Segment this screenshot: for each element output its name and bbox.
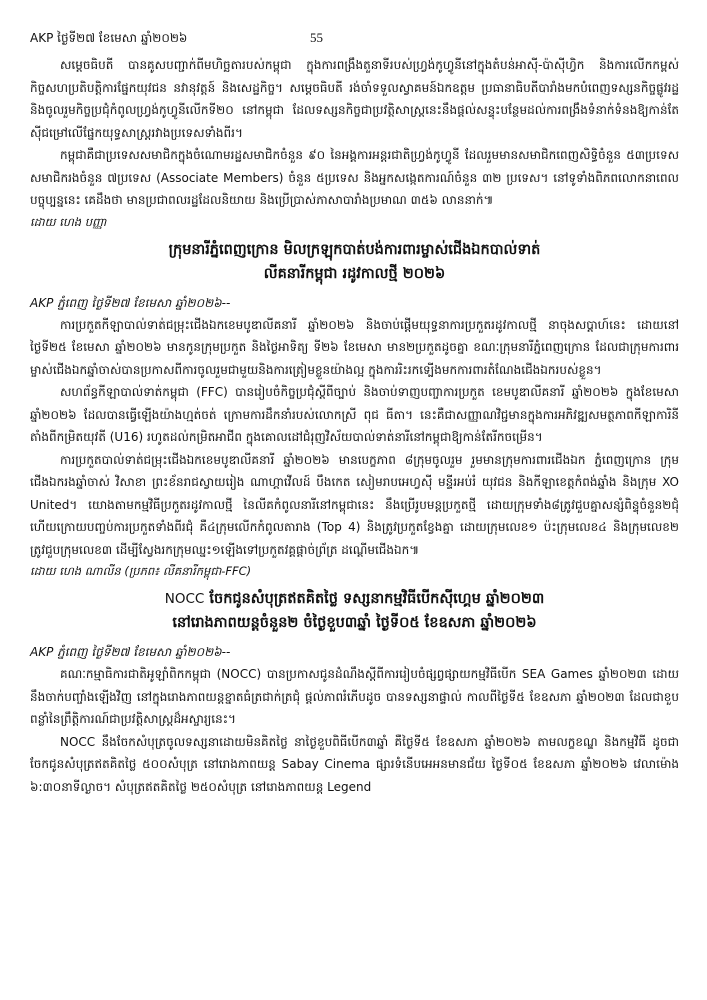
- page-number: 55: [310, 30, 323, 45]
- article-francophonie: [30, 54, 679, 232]
- article2-headline-line2: លីគនារីកម្ពុជា រដូវកាលថ្មី ២០២៦: [263, 265, 446, 282]
- article2-dateline: AKP ភ្នំពេញ ថ្ងៃទី២៧ ខែមេសា ឆ្នាំ២០២៦--: [30, 295, 231, 310]
- article2-headline-line1: ក្រុមនារីភ្នំពេញក្រោន មិលក្រឡុកបាត់បង់ការពារម្ចាស់ជើងឯកបាល់ទាត់: [168, 241, 541, 258]
- article2-paragraph-1: ការប្រកួតកីឡាបាល់ទាត់ជម្រុះជើងឯកខេមបូឌាលីគនារី ឆ្នាំ២០២៦ និងចាប់ផ្តើមយុទ្ធនាការប្រកួតរដូវកាលថ្មី នាចុងសប្តាហ៍នេះ ដោយនៅថ្ងៃទី២៥ ខែមេសា ឆ្នាំ២០២៦ មានកូនក្រុមប្រកួត និងថ្ងៃអាទិត្យ ទី២៦ ខែមេសា មាន២ប្រកួតដូចគ្នា ខណៈក្រុមនារីភ្នំពេញក្រោន ដែលជាក្រុមការពារម្ចាស់ជើងឯកឆ្នាំចាស់បានប្រកាសពីការចូលរួមជាមួយនិងការត្រៀមខ្លួនយ៉ាងល្អ ក្នុងការរិះរកទ្បើងមកការពារតំណែងជើងឯករបស់ខ្លួន។: [30, 317, 679, 377]
- article2-byline: ដោយ ហេង ណាលីន (ប្រភព៖ លីគនារីកម្ពុជា-FFC): [30, 564, 252, 578]
- article1-byline: ដោយ ហេង បញ្ញា: [30, 214, 107, 229]
- article3-paragraph-1: គណៈកម្មាធិការជាតិអូឡាំពិកកម្ពុជា (NOCC) បានប្រកាសជូនដំណឹងស្តីពីការរៀបចំផ្សព្វផ្សាយកម្មវិធីបើក SEA Games ឆ្នាំ២០២៣ ដោយនឹងចាក់បញ្ចាំងឡើងវិញ នៅក្នុងរោងភាពយន្តខ្នាតធំត្រជាក់ត្រជុំ ផ្តល់ភាពរំភើបដូច បានទស្សនាផ្ទាល់ កាលពីថ្ងៃទី៥ ខែឧសភា ឆ្នាំ២០២៣ ដែលជាខួបពន្លាំនៃព្រឹត្តិការណ៍ជាប្រវត្តិសាស្ត្រដ៏អស្ចារ្យនេះ។: [30, 667, 679, 726]
- article1-paragraph-1: សម្តេចធិបតី បានគូសបញ្ជាក់ពីមហិច្ឆតារបស់កម្ពុជា ក្នុងការពង្រឹងតួនាទីរបស់ហ្វ្រង់កូហ្វូនីនៅក្នុងតំបន់អាស៊ី-ប៉ាស៊ីហ្វិក និងការលើកកម្ពស់កិច្ចសហប្រតិបត្តិការផ្នែកយុវជន នវានុវត្តន៍ និងសេដ្ឋកិច្ច។ សម្តេចធិបតី រង់ចាំទទួលស្វាគមន៍ឯកឧត្តម ប្រធានាធិបតីបារាំងមកបំពេញទស្សនកិច្ចផ្លូវរដ្ឋ និងចូលរួមកិច្ចប្រជុំកំពូលហ្វ្រង់កូហ្វូនីលើកទី២០ នៅកម្ពុជា ដែលទស្សនកិច្ចជាប្រវត្តិសាស្ត្រនេះនឹងផ្តល់សន្ទុះបន្ថែមដល់ការពង្រឹងទំនាក់ទំនងឱ្យកាន់តែស៊ីជម្រៅលើផ្នែកយុទ្ធសាស្ត្ររវាងប្រទេសទាំងពីរ។: [30, 58, 679, 140]
- article1-paragraph-2: កម្ពុជាគឺជាប្រទេសសមាជិកក្នុងចំណោមរដ្ឋសមាជិកចំនួន ៩០ នៃអង្គការអន្តរជាតិហ្វ្រង់កូហ្វូនី ដែលរួមមានសមាជិកពេញសិទ្ធិចំនួន ៥៣ប្រទេស សមាជិករងចំនួន ៧ប្រទេស (Associate Members) ចំនួន ៥ប្រទេស និងអ្នកសង្កេតការណ៍ចំនួន ៣២ ប្រទេស។ នៅទូទាំងពិភពលោកនាពេលបច្ចុប្បន្ននេះ គេដឹងថា មានប្រជាពលរដ្ឋដែលនិយាយ និងប្រើប្រាស់ភាសាបារាំងប្រមាណ ៣៥៦ លាននាក់៕: [30, 148, 679, 207]
- header-date: AKP ថ្ងៃទី២៧ ខែមេសា ឆ្នាំ២០២៦: [30, 31, 188, 45]
- article3-dateline: AKP ភ្នំពេញ ថ្ងៃទី២៧ ខែមេសា ឆ្នាំ២០២៦--: [30, 645, 231, 659]
- article3-headline-prefix: NOCC: [164, 591, 205, 607]
- article3-headline-line1-text: ចែកជូនសំបុត្រឥតគិតថ្លៃ ទស្សនាកម្មវិធីបើកស៊ីហ្គេម ឆ្នាំ២០២៣: [209, 591, 545, 607]
- page-header: [30, 30, 679, 54]
- article3-headline: [30, 587, 679, 635]
- article-women-football: [30, 238, 679, 582]
- article3-paragraph-2: NOCC នឹងចែកសំបុត្រចូលទស្សនាដោយមិនគិតថ្លៃ នាថ្ងៃខួបពិធីបើក៣ឆ្នាំ គឺថ្ងៃទី៥ ខែឧសភា ឆ្នាំ២០២៦ តាមលក្ខខណ្ឌ និងកម្មវិធី ដូចជា ចែកជូនសំបុត្រឥតគិតថ្លៃ ៥០០សំបុត្រ នៅរោងភាពយន្ត Sabay Cinema ផ្សារទំនើបអេអនមានជ័យ ថ្ងៃទី០៥ ខែឧសភា ឆ្នាំ២០២៦ វេលាម៉ោង ៦:៣០នាទីល្ងាច។ សំបុត្រឥតគិតថ្លៃ ២៥០សំបុត្រ នៅរោងភាពយន្ត Legend: [30, 734, 679, 794]
- article2-paragraph-3: ការប្រកួតបាល់ទាត់ជម្រុះជើងឯកខេមបូឌាលីគនារី ឆ្នាំ២០២៦ មានបេក្ខភាព ៨ក្រុមចូលរួម រួមមានក្រុមការពារជើងឯក ភ្នំពេញក្រោន ក្រុមជើងឯករងឆ្នាំចាស់ វិសាខា ព្រះខ័នរាជស្វាយរៀង ណាហ្គាវើលដ៍ បឹងកេត សៀមរាបអេហ្វស៊ី មន្ទីរអប់រំ យុវជន និងកីឡាខេត្តកំពង់ឆ្នាំង និងក្រុម XO United។ យោងតាមកម្មវិធីប្រកួតរដូវកាលថ្មី នៃលីគកំពូលនារីនៅកម្ពុជានេះ នឹងប្រើរូបមន្តប្រកួតថ្មី ដោយក្រុមទាំង៨ត្រូវជួបគ្នាសន្សំពិន្ទុចំនួន២ជុំ ហើយក្រោយបញ្ចប់ការប្រកួតទាំងពីរជុំ គឺ៤ក្រុមលើកកំពូលតារាង (Top 4) និងត្រូវប្រកួតខ្វែងគ្នា ដោយក្រុមលេខ១ ប៉ះក្រុមលេខ៤ និងក្រុមលេខ២ ត្រូវជួបក្រុមលេខ៣ ដើម្បីស្វែងរកក្រុមឈ្នះ១ឡើងទៅប្រកួតវគ្គផ្តាច់ព្រ័ត្រ ដណ្តើមជើងឯក៕: [30, 452, 679, 557]
- article2-paragraph-2: សហព័ន្ធកីឡាបាល់ទាត់កម្ពុជា (FFC) បានរៀបចំកិច្ចប្រជុំស្តីពីច្បាប់ និងចាប់ទាញបញ្ចាការប្រកួត ខេមបូឌាលីគនារី ឆ្នាំ២០២៦ ក្នុងខែមេសា ឆ្នាំ២០២៦ ដែលបានធ្វើឡើងយ៉ាងហ្មត់ចត់ ក្រោមការដឹកនាំរបស់លោកស្រី ពុជ ធីតា។ នេះគឺជាសញ្ញាណវិជ្ជមានក្នុងការអភិវឌ្ឍសមត្ថភាពកីឡាការិនីតាំងពីកម្រិតយុវតី (U16) រហូតដល់កម្រិតអាជីព ក្នុងគោលដៅជំរុញវិស័យបាល់ទាត់នារីនៅកម្ពុជាឱ្យកាន់តែរីកចម្រើន។: [30, 385, 679, 444]
- article3-headline-line1: [30, 587, 679, 611]
- article2-headline: [30, 238, 679, 286]
- article-nocc-seagames: [30, 587, 679, 798]
- article3-headline-line2: នៅរោងភាពយន្តចំនួន២ ចំថ្ងៃខួប៣ឆ្នាំ ថ្ងៃទី០៥ ខែឧសភា ឆ្នាំ២០២៦: [172, 615, 537, 631]
